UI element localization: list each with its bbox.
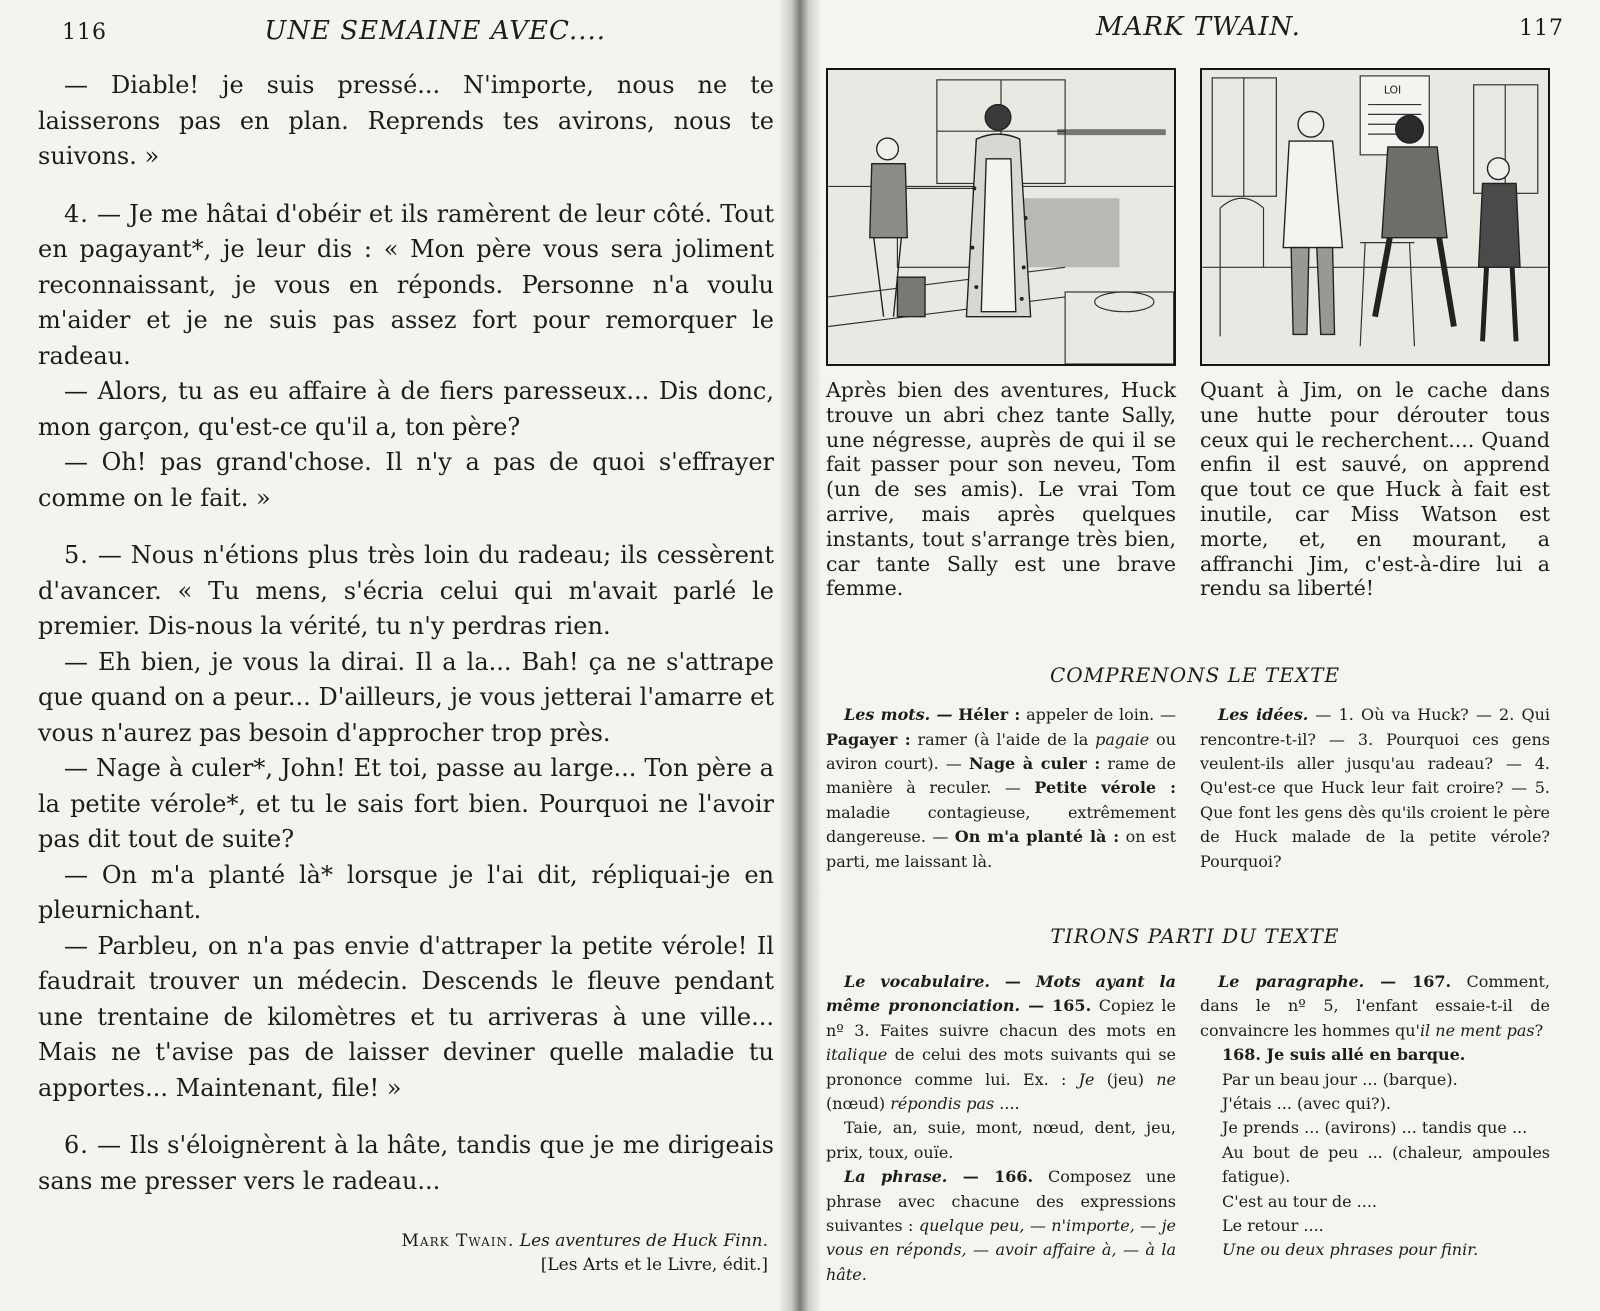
exercise-italic: italique	[826, 1045, 888, 1065]
section-4-text: — Je me hâtai d'obéir et ils ramèrent de leur côté. Tout en pagayant*, je leur dis : « Mon père vous sera joliment reconnaissant, je vous en réponds. Personne n'a voulu m'aider et je ne suis pas assez fort pour remorquer le radeau.	[38, 199, 774, 370]
example-word: (nœud)	[826, 1094, 891, 1114]
vocabulaire-label: Le vocabulaire. — Mots ayant la même prononciation.	[826, 972, 1176, 1016]
outline-line: J'étais ... (avec qui?).	[1222, 1094, 1391, 1114]
running-title-left: UNE SEMAINE AVEC....	[264, 16, 606, 46]
page-number-right: 117	[1519, 16, 1564, 41]
section-6-text: — Ils s'éloignèrent à la hâte, tandis que je me dirigeais sans me presser vers le radeau...	[38, 1131, 774, 1195]
section-4-line: — Alors, tu as eu affaire à de fiers paresseux... Dis donc, mon garçon, qu'est-ce qu'il a, ton père?	[38, 377, 774, 441]
example-word: Je	[1078, 1069, 1095, 1089]
expression-list: quelque peu, — n'importe, — je vous en réponds, — avoir affaire à, — à la hâte.	[826, 1216, 1177, 1284]
jim-scene-drawing	[1202, 70, 1548, 364]
left-page	[0, 0, 796, 1311]
example-word: répondis pas ....	[890, 1094, 1020, 1114]
caption-2: Quant à Jim, on le cache dans une hutte pour dérouter tous ceux qui le recherchent.... Quand enfin il est sauvé, on apprend que tout ce que Huck à fait est inutile, car Miss Watson est morte, et, en mourant, a affranchi Jim, c'est-à-dire lui a rendu sa liberté!	[1200, 378, 1550, 601]
term: On m'a planté là :	[954, 827, 1120, 847]
sign-text: LOI	[1383, 83, 1402, 97]
exercise-number: — 165.	[1020, 996, 1092, 1016]
definition: rame de manière à reculer. —	[826, 753, 1176, 798]
idees-questions: — 1. Où va Huck? — 2. Qui rencontre-t-il? — 3. Pourquoi ces gens veulent-ils aller jusqu'au radeau? — 4. Qu'est-ce que Huck leur fait croire? — 5. Que font les gens dès qu'ils croient le père de Huck malade de la petite vérole? Pourquoi?	[1200, 705, 1551, 871]
definition: appeler de loin. —	[1020, 705, 1176, 725]
outline-line: Le retour ....	[1222, 1216, 1324, 1236]
vocab-words-column	[826, 703, 1176, 874]
section-5-line: — Eh bien, je vous la dirai. Il a la... Bah! ça ne s'attrape que quand on a peur... D'ailleurs, je vous jetterai l'amarre et vous n'aurez pas besoin d'approcher trop près.	[38, 647, 774, 747]
section-4-line: — Oh! pas grand'chose. Il n'y a pas de quoi s'effrayer comme on le fait. »	[38, 448, 774, 512]
section-5-line: — Parbleu, on n'a pas envie d'attraper la petite vérole! Il faudrait trouver un médecin. Descends le fleuve pendant une trentaine de kilomètres et tu arriveras à une ville... Mais ne t'avise pas de laisser deviner quelle maladie tu apportes... Maintenant, file! »	[38, 931, 774, 1102]
paragraphe-label: Le paragraphe.	[1218, 972, 1365, 992]
source-credit	[38, 1229, 774, 1277]
exercise-number: — 167.	[1364, 972, 1452, 992]
term: Nage à culer :	[968, 753, 1101, 773]
term: Petite vérole :	[1034, 778, 1177, 798]
term: Pagayer :	[826, 729, 911, 749]
right-page	[800, 0, 1600, 1311]
exercise-number: — 166.	[947, 1167, 1034, 1187]
example-word: (jeu)	[1094, 1069, 1157, 1089]
outline-line: Je prends ... (avirons) ... tandis que ...	[1222, 1118, 1528, 1138]
vocabulary-phrase-column	[826, 970, 1176, 1287]
definition-italic: pagaie	[1095, 729, 1150, 749]
kitchen-scene-drawing	[828, 70, 1174, 364]
exercise-text: Copiez le nº 3. Faites suivre chacun des mots en	[826, 996, 1177, 1040]
caption-1: Après bien des aventures, Huck trouve un abri chez tante Sally, une négresse, auprès de qui il se fait passer pour son neveu, Tom (un de ses amis). Le vrai Tom arrive, mais après quelques instants, tout s'arrange très bien, car tante Sally est une brave femme.	[826, 378, 1176, 601]
section-5	[38, 538, 774, 645]
illustration-kitchen	[826, 68, 1176, 366]
book-gutter	[778, 0, 822, 1311]
word-list: Taie, an, suie, mont, nœud, dent, jeu, prix, toux, ouïe.	[826, 1118, 1176, 1162]
definition: on est parti, me laissant là.	[826, 827, 1177, 871]
comprehension-columns	[826, 703, 1564, 874]
exercise-columns	[826, 970, 1564, 1287]
left-running-head	[38, 16, 774, 56]
ideas-column	[1200, 703, 1550, 874]
credit-publisher: [Les Arts et le Livre, édit.]	[540, 1255, 768, 1275]
section-4	[38, 197, 774, 375]
credit-work: Les aventures de Huck Finn.	[519, 1231, 768, 1251]
right-running-head	[826, 12, 1564, 52]
exercise-italic: il ne ment pas	[1419, 1020, 1535, 1040]
idees-label: Les idées.	[1218, 705, 1309, 725]
outline-final: Une ou deux phrases pour finir.	[1222, 1240, 1479, 1260]
phrase-label: La phrase.	[844, 1167, 948, 1187]
exercise-168-title: 168. Je suis allé en barque.	[1222, 1045, 1466, 1065]
illustration-captions	[826, 378, 1564, 601]
credit-author: Mark Twain.	[401, 1231, 515, 1251]
outline-line: Au bout de peu ... (chaleur, ampoules fatigue).	[1222, 1142, 1550, 1187]
section-5-line: — Nage à culer*, John! Et toi, passe au large... Ton père a la petite vérole*, et tu le sais fort bien. Pourquoi ne l'avoir pas dit tout de suite?	[38, 754, 774, 853]
example-word: ne	[1156, 1069, 1176, 1089]
definition: maladie contagieuse, extrêmement dangereuse. —	[826, 802, 1176, 847]
section-5-number: 5.	[64, 541, 89, 569]
opening-paragraph: — Diable! je suis pressé... N'importe, nous ne te laisserons pas en plan. Reprends tes avirons, nous te suivons. »	[38, 71, 774, 170]
section-title-exercises: TIRONS PARTI DU TEXTE	[1050, 924, 1340, 949]
section-4-number: 4.	[64, 199, 89, 228]
exercise-text: ?	[1534, 1020, 1544, 1040]
section-6-number: 6.	[64, 1131, 89, 1159]
section-title-comprehension: COMPRENONS LE TEXTE	[1049, 663, 1341, 688]
story-text	[38, 68, 774, 1199]
illustrations	[826, 68, 1564, 366]
definition: ou aviron court). —	[826, 729, 1176, 773]
term: Héler :	[958, 705, 1021, 725]
exercise-text: de celui des mots suivants qui se prononce comme lui. Ex. :	[826, 1045, 1176, 1089]
outline-line: C'est au tour de ....	[1222, 1191, 1378, 1211]
paragraph-column	[1200, 970, 1550, 1287]
section-5-line: — On m'a planté là* lorsque je l'ai dit, répliquai-je en pleurnichant.	[38, 860, 774, 924]
exercise-text: Composez une phrase avec chacune des expressions suivantes :	[826, 1167, 1177, 1236]
outline-line: Par un beau jour ... (barque).	[1222, 1069, 1458, 1089]
definition: ramer (à l'aide de la	[910, 729, 1096, 749]
illustration-jim	[1200, 68, 1550, 366]
running-title-right: MARK TWAIN.	[1096, 12, 1301, 42]
section-5-text: — Nous n'étions plus très loin du radeau; ils cessèrent d'avancer. « Tu mens, s'écria celui qui m'avait parlé le premier. Dis-nous la vérité, tu n'y perdras rien.	[38, 541, 774, 640]
page-number-left: 116	[62, 20, 107, 45]
mots-label: Les mots. —	[844, 705, 953, 725]
exercise-text: Comment, dans le nº 5, l'enfant essaie-t-il de convaincre les hommes qu'	[1200, 972, 1551, 1040]
section-6	[38, 1128, 774, 1199]
